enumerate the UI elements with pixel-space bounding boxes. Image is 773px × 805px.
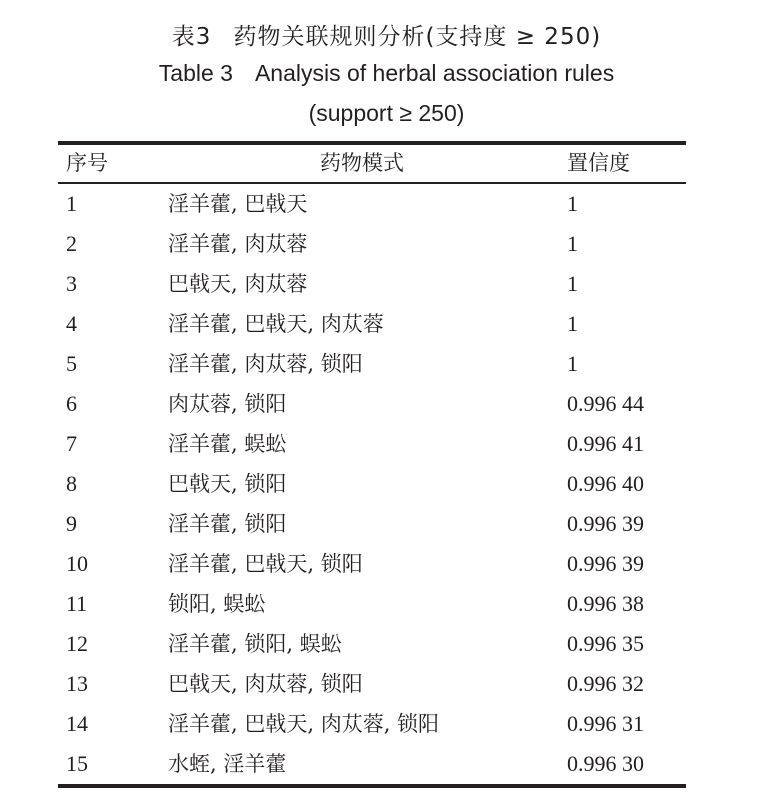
- row-confidence: 1: [567, 190, 578, 216]
- row-index: 8: [66, 470, 77, 496]
- table-row: [58, 584, 686, 624]
- caption-en-title: Analysis of herbal association rules: [254, 60, 615, 86]
- table-body: [58, 184, 686, 784]
- table-row: [58, 344, 686, 384]
- table-row: [58, 184, 686, 224]
- table-caption-subtitle: (support ≥ 250): [308, 100, 465, 126]
- header-index: 序号: [66, 151, 108, 175]
- table-row: [58, 624, 686, 664]
- row-index: 10: [66, 550, 88, 576]
- row-pattern: 锁阳, 蜈蚣: [168, 591, 266, 616]
- row-pattern: 淫羊藿, 巴戟天, 肉苁蓉: [168, 311, 384, 336]
- caption-cn-title: 药物关联规则分析(支持度 ≥ 250): [233, 24, 602, 50]
- row-pattern: 淫羊藿, 巴戟天, 肉苁蓉, 锁阳: [168, 711, 440, 736]
- row-pattern: 巴戟天, 肉苁蓉, 锁阳: [168, 671, 363, 696]
- row-index: 7: [66, 430, 77, 456]
- row-confidence: 0.996 44: [567, 390, 644, 416]
- table-row: [58, 544, 686, 584]
- row-index: 13: [66, 670, 88, 696]
- row-index: 9: [66, 510, 77, 536]
- table-row: [58, 464, 686, 504]
- row-pattern: 淫羊藿, 锁阳, 蜈蚣: [168, 631, 342, 656]
- header-confidence: 置信度: [567, 151, 630, 175]
- row-index: 6: [66, 390, 77, 416]
- row-pattern: 巴戟天, 锁阳: [168, 471, 287, 496]
- row-pattern: 肉苁蓉, 锁阳: [168, 391, 287, 416]
- row-confidence: 0.996 30: [567, 750, 644, 776]
- row-confidence: 0.996 31: [567, 710, 644, 736]
- table-row: [58, 744, 686, 784]
- caption-cn-label: 表3: [171, 24, 212, 50]
- table-row: [58, 304, 686, 344]
- row-confidence: 1: [567, 230, 578, 256]
- caption-en-label: Table 3: [158, 60, 233, 86]
- row-confidence: 0.996 39: [567, 510, 644, 536]
- row-pattern: 淫羊藿, 锁阳: [168, 511, 287, 536]
- row-confidence: 0.996 32: [567, 670, 644, 696]
- row-pattern: 淫羊藿, 巴戟天: [168, 191, 308, 216]
- row-index: 1: [66, 190, 77, 216]
- table-row: [58, 384, 686, 424]
- row-confidence: 1: [567, 350, 578, 376]
- table-row: [58, 424, 686, 464]
- row-confidence: 0.996 41: [567, 430, 644, 456]
- row-index: 14: [66, 710, 88, 736]
- row-index: 15: [66, 750, 88, 776]
- table-row: [58, 704, 686, 744]
- row-pattern: 淫羊藿, 蜈蚣: [168, 431, 287, 456]
- row-index: 11: [66, 590, 88, 616]
- table-caption-english: [0, 60, 773, 87]
- row-confidence: 0.996 40: [567, 470, 644, 496]
- row-confidence: 0.996 39: [567, 550, 644, 576]
- row-pattern: 水蛭, 淫羊藿: [168, 751, 287, 776]
- row-pattern: 淫羊藿, 肉苁蓉, 锁阳: [168, 351, 363, 376]
- table-header-row: [58, 145, 686, 182]
- table-row: [58, 224, 686, 264]
- association-rules-table: [58, 141, 686, 788]
- row-index: 4: [66, 310, 77, 336]
- table-bottom-rule: [58, 784, 686, 788]
- row-confidence: 0.996 35: [567, 630, 644, 656]
- row-index: 12: [66, 630, 88, 656]
- table-row: [58, 504, 686, 544]
- row-pattern: 淫羊藿, 肉苁蓉: [168, 231, 308, 256]
- row-confidence: 0.996 38: [567, 590, 644, 616]
- table-row: [58, 264, 686, 304]
- row-pattern: 巴戟天, 肉苁蓉: [168, 271, 308, 296]
- row-confidence: 1: [567, 310, 578, 336]
- table-row: [58, 664, 686, 704]
- header-pattern: 药物模式: [320, 151, 404, 175]
- row-confidence: 1: [567, 270, 578, 296]
- row-index: 2: [66, 230, 77, 256]
- table-caption-chinese: [0, 18, 773, 51]
- row-index: 5: [66, 350, 77, 376]
- row-index: 3: [66, 270, 77, 296]
- row-pattern: 淫羊藿, 巴戟天, 锁阳: [168, 551, 363, 576]
